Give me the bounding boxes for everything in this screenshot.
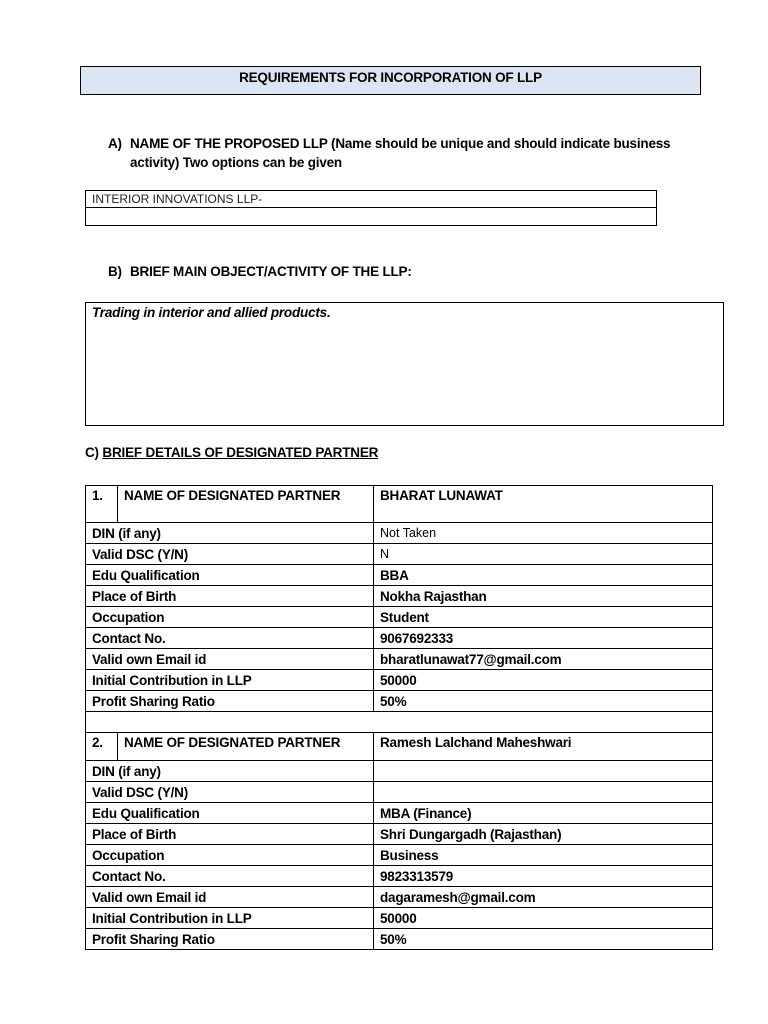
email-label: Valid own Email id [86, 887, 374, 908]
contribution-value[interactable]: 50000 [374, 670, 713, 691]
partner-name-label: NAME OF DESIGNATED PARTNER [118, 486, 374, 523]
dsc-label: Valid DSC (Y/N) [86, 544, 374, 565]
activity-box [85, 302, 724, 426]
partner-name-value[interactable]: Ramesh Lalchand Maheshwari [374, 733, 713, 761]
table-row [86, 803, 713, 824]
birth-place-label: Place of Birth [86, 586, 374, 607]
section-b-text: BRIEF MAIN OBJECT/ACTIVITY OF THE LLP: [130, 264, 412, 279]
table-row [86, 908, 713, 929]
llp-name-option-1[interactable]: INTERIOR INNOVATIONS LLP- [86, 191, 656, 208]
table-row [86, 607, 713, 628]
section-c-heading [85, 445, 378, 460]
qualification-label: Edu Qualification [86, 803, 374, 824]
email-value[interactable]: dagaramesh@gmail.com [374, 887, 713, 908]
table-row [86, 670, 713, 691]
section-b-label: B) [108, 264, 122, 279]
table-row [86, 782, 713, 803]
section-a-text: NAME OF THE PROPOSED LLP (Name should be unique and should indicate business activity) Two options can be given [130, 136, 671, 170]
section-c-label: C) [85, 445, 99, 460]
dsc-label: Valid DSC (Y/N) [86, 782, 374, 803]
partner-1-table [85, 485, 713, 950]
din-label: DIN (if any) [86, 761, 374, 782]
occupation-label: Occupation [86, 845, 374, 866]
email-label: Valid own Email id [86, 649, 374, 670]
table-row [86, 887, 713, 908]
contribution-label: Initial Contribution in LLP [86, 908, 374, 929]
partner-name-label: NAME OF DESIGNATED PARTNER [118, 733, 374, 761]
table-row [86, 845, 713, 866]
occupation-value[interactable]: Student [374, 607, 713, 628]
document-title: REQUIREMENTS FOR INCORPORATION OF LLP [80, 66, 701, 95]
qualification-value[interactable]: BBA [374, 565, 713, 586]
section-b-heading [108, 264, 412, 279]
section-a-label: A) [108, 136, 122, 151]
profit-ratio-value[interactable]: 50% [374, 929, 713, 950]
contribution-value[interactable]: 50000 [374, 908, 713, 929]
qualification-label: Edu Qualification [86, 565, 374, 586]
spacer-cell [86, 712, 713, 733]
table-row [86, 761, 713, 782]
contact-value[interactable]: 9823313579 [374, 866, 713, 887]
partner-number: 1. [86, 486, 118, 523]
table-row [86, 628, 713, 649]
contact-value[interactable]: 9067692333 [374, 628, 713, 649]
birth-place-label: Place of Birth [86, 824, 374, 845]
partner-number: 2. [86, 733, 118, 761]
qualification-value[interactable]: MBA (Finance) [374, 803, 713, 824]
birth-place-value[interactable]: Shri Dungargadh (Rajasthan) [374, 824, 713, 845]
table-row [86, 523, 713, 544]
din-label: DIN (if any) [86, 523, 374, 544]
table-row [86, 544, 713, 565]
llp-name-box [85, 190, 657, 226]
partner-name-value[interactable]: BHARAT LUNAWAT [374, 486, 713, 523]
profit-ratio-label: Profit Sharing Ratio [86, 691, 374, 712]
table-row [86, 649, 713, 670]
profit-ratio-value[interactable]: 50% [374, 691, 713, 712]
email-value[interactable]: bharatlunawat77@gmail.com [374, 649, 713, 670]
table-row [86, 691, 713, 712]
dsc-value[interactable] [374, 782, 713, 803]
din-value[interactable] [374, 761, 713, 782]
section-c-text: BRIEF DETAILS OF DESIGNATED PARTNER [102, 445, 379, 460]
table-row [86, 866, 713, 887]
occupation-value[interactable]: Business [374, 845, 713, 866]
din-value[interactable]: Not Taken [374, 523, 713, 544]
table-row [86, 586, 713, 607]
birth-place-value[interactable]: Nokha Rajasthan [374, 586, 713, 607]
profit-ratio-label: Profit Sharing Ratio [86, 929, 374, 950]
table-row [86, 733, 713, 761]
table-row [86, 565, 713, 586]
contribution-label: Initial Contribution in LLP [86, 670, 374, 691]
activity-text[interactable]: Trading in interior and allied products. [92, 305, 331, 320]
contact-label: Contact No. [86, 866, 374, 887]
dsc-value[interactable]: N [374, 544, 713, 565]
table-row [86, 712, 713, 733]
table-row [86, 929, 713, 950]
occupation-label: Occupation [86, 607, 374, 628]
table-row [86, 486, 713, 523]
contact-label: Contact No. [86, 628, 374, 649]
table-row [86, 824, 713, 845]
